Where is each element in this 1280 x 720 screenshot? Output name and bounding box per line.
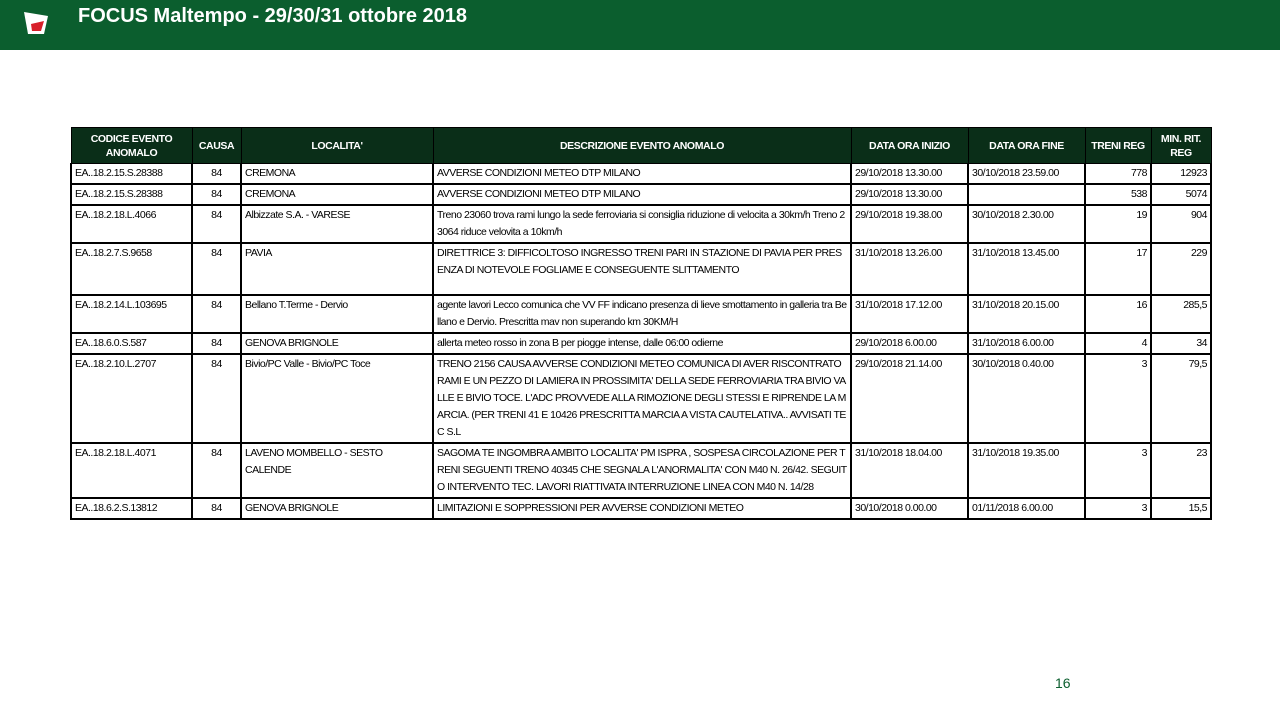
table-row: [71, 354, 1211, 443]
cell-treni: 3: [1085, 498, 1151, 519]
cell-fine: 31/10/2018 20.15.00: [968, 295, 1085, 333]
cell-inizio: 29/10/2018 13.30.00: [851, 164, 968, 185]
cell-treni: 3: [1085, 354, 1151, 443]
cell-code: EA..18.2.18.L.4071: [71, 443, 192, 498]
table-header-row: [71, 128, 1211, 164]
cell-localita: Albizzate S.A. - VARESE: [241, 205, 433, 243]
cell-causa: 84: [192, 333, 241, 354]
cell-localita: GENOVA BRIGNOLE: [241, 333, 433, 354]
cell-treni: 4: [1085, 333, 1151, 354]
cell-code: EA..18.2.15.S.28388: [71, 184, 192, 205]
cell-localita: PAVIA: [241, 243, 433, 295]
cell-causa: 84: [192, 354, 241, 443]
cell-fine: 30/10/2018 2.30.00: [968, 205, 1085, 243]
cell-treni: 17: [1085, 243, 1151, 295]
cell-causa: 84: [192, 498, 241, 519]
cell-descrizione: Treno 23060 trova rami lungo la sede ferroviaria si consiglia riduzione di velocita a 30km/h Treno 23064 riduce velovita a 10km/h: [433, 205, 851, 243]
events-table: [70, 127, 1212, 520]
column-header-inizio: DATA ORA INIZIO: [851, 128, 968, 164]
table-row: [71, 184, 1211, 205]
cell-code: EA..18.2.14.L.103695: [71, 295, 192, 333]
cell-descrizione: allerta meteo rosso in zona B per piogge intense, dalle 06:00 odierne: [433, 333, 851, 354]
cell-minuti: 12923: [1151, 164, 1211, 185]
column-header-descrizione: DESCRIZIONE EVENTO ANOMALO: [433, 128, 851, 164]
cell-minuti: 904: [1151, 205, 1211, 243]
cell-localita: LAVENO MOMBELLO - SESTO CALENDE: [241, 443, 433, 498]
cell-inizio: 29/10/2018 21.14.00: [851, 354, 968, 443]
cell-descrizione: agente lavori Lecco comunica che VV FF indicano presenza di lieve smottamento in galleria tra Bellano e Dervio. Prescritta mav non superando km 30KM/H: [433, 295, 851, 333]
cell-inizio: 29/10/2018 13.30.00: [851, 184, 968, 205]
cell-inizio: 30/10/2018 0.00.00: [851, 498, 968, 519]
cell-treni: 778: [1085, 164, 1151, 185]
cell-causa: 84: [192, 295, 241, 333]
column-header-codice: CODICE EVENTO ANOMALO: [71, 128, 192, 164]
cell-code: EA..18.6.0.S.587: [71, 333, 192, 354]
cell-localita: CREMONA: [241, 184, 433, 205]
cell-inizio: 31/10/2018 13.26.00: [851, 243, 968, 295]
column-header-minuti: MIN. RIT. REG: [1151, 128, 1211, 164]
cell-causa: 84: [192, 164, 241, 185]
cell-code: EA..18.2.18.L.4066: [71, 205, 192, 243]
column-header-treni: TRENI REG: [1085, 128, 1151, 164]
cell-descrizione: AVVERSE CONDIZIONI METEO DTP MILANO: [433, 184, 851, 205]
cell-fine: 01/11/2018 6.00.00: [968, 498, 1085, 519]
table-row: [71, 205, 1211, 243]
cell-descrizione: AVVERSE CONDIZIONI METEO DTP MILANO: [433, 164, 851, 185]
cell-fine: 31/10/2018 6.00.00: [968, 333, 1085, 354]
cell-localita: GENOVA BRIGNOLE: [241, 498, 433, 519]
table-row: [71, 243, 1211, 295]
cell-inizio: 29/10/2018 19.38.00: [851, 205, 968, 243]
cell-localita: Bivio/PC Valle - Bivio/PC Toce: [241, 354, 433, 443]
cell-code: EA..18.2.10.L.2707: [71, 354, 192, 443]
cell-minuti: 5074: [1151, 184, 1211, 205]
cell-fine: 30/10/2018 0.40.00: [968, 354, 1085, 443]
cell-inizio: 31/10/2018 18.04.00: [851, 443, 968, 498]
cell-minuti: 229: [1151, 243, 1211, 295]
cell-minuti: 15,5: [1151, 498, 1211, 519]
column-header-localita: LOCALITA': [241, 128, 433, 164]
cell-fine: 31/10/2018 13.45.00: [968, 243, 1085, 295]
table-row: [71, 164, 1211, 185]
fs-logo-icon: [22, 10, 52, 36]
header-bar: [0, 0, 1280, 50]
cell-minuti: 79,5: [1151, 354, 1211, 443]
cell-treni: 3: [1085, 443, 1151, 498]
cell-fine: [968, 184, 1085, 205]
cell-localita: Bellano T.Terme - Dervio: [241, 295, 433, 333]
page-number: 16: [1055, 675, 1071, 691]
table-row: [71, 295, 1211, 333]
cell-treni: 16: [1085, 295, 1151, 333]
cell-minuti: 285,5: [1151, 295, 1211, 333]
cell-inizio: 29/10/2018 6.00.00: [851, 333, 968, 354]
column-header-causa: CAUSA: [192, 128, 241, 164]
table-row: [71, 333, 1211, 354]
page-title: FOCUS Maltempo - 29/30/31 ottobre 2018: [78, 5, 468, 27]
table-row: [71, 443, 1211, 498]
cell-causa: 84: [192, 184, 241, 205]
cell-causa: 84: [192, 205, 241, 243]
cell-causa: 84: [192, 443, 241, 498]
cell-descrizione: LIMITAZIONI E SOPPRESSIONI PER AVVERSE CONDIZIONI METEO: [433, 498, 851, 519]
table-row: [71, 498, 1211, 519]
cell-code: EA..18.2.7.S.9658: [71, 243, 192, 295]
cell-code: EA..18.6.2.S.13812: [71, 498, 192, 519]
column-header-fine: DATA ORA FINE: [968, 128, 1085, 164]
cell-inizio: 31/10/2018 17.12.00: [851, 295, 968, 333]
cell-treni: 19: [1085, 205, 1151, 243]
cell-minuti: 34: [1151, 333, 1211, 354]
cell-treni: 538: [1085, 184, 1151, 205]
cell-descrizione: TRENO 2156 CAUSA AVVERSE CONDIZIONI METEO COMUNICA DI AVER RISCONTRATO RAMI E UN PEZZO DI LAMIERA IN PROSSIMITA' DELLA SEDE FERROVIARIA TRA BIVIO VALLE E BIVIO TOCE. L'ADC PROVVEDE ALLA RIMOZIONE DEGLI STESSI E RIPRENDE LA MARCIA. (PER TRENI 41 E 10426 PRESCRITTA MARCIA A VISTA CAUTELATIVA.. AVVISATI TEC S.L: [433, 354, 851, 443]
cell-code: EA..18.2.15.S.28388: [71, 164, 192, 185]
cell-descrizione: DIRETTRICE 3: DIFFICOLTOSO INGRESSO TRENI PARI IN STAZIONE DI PAVIA PER PRESENZA DI NOTEVOLE FOGLIAME E CONSEGUENTE SLITTAMENTO: [433, 243, 851, 295]
cell-localita: CREMONA: [241, 164, 433, 185]
cell-fine: 30/10/2018 23.59.00: [968, 164, 1085, 185]
cell-fine: 31/10/2018 19.35.00: [968, 443, 1085, 498]
cell-causa: 84: [192, 243, 241, 295]
cell-descrizione: SAGOMA TE INGOMBRA AMBITO LOCALITA' PM ISPRA , SOSPESA CIRCOLAZIONE PER TRENI SEGUENTI TRENO 40345 CHE SEGNALA L'ANORMALITA' CON M40 N. 26/42. SEGUITO INTERVENTO TEC. LAVORI RIATTIVATA INTERRUZIONE LINEA CON M40 N. 14/28: [433, 443, 851, 498]
cell-minuti: 23: [1151, 443, 1211, 498]
